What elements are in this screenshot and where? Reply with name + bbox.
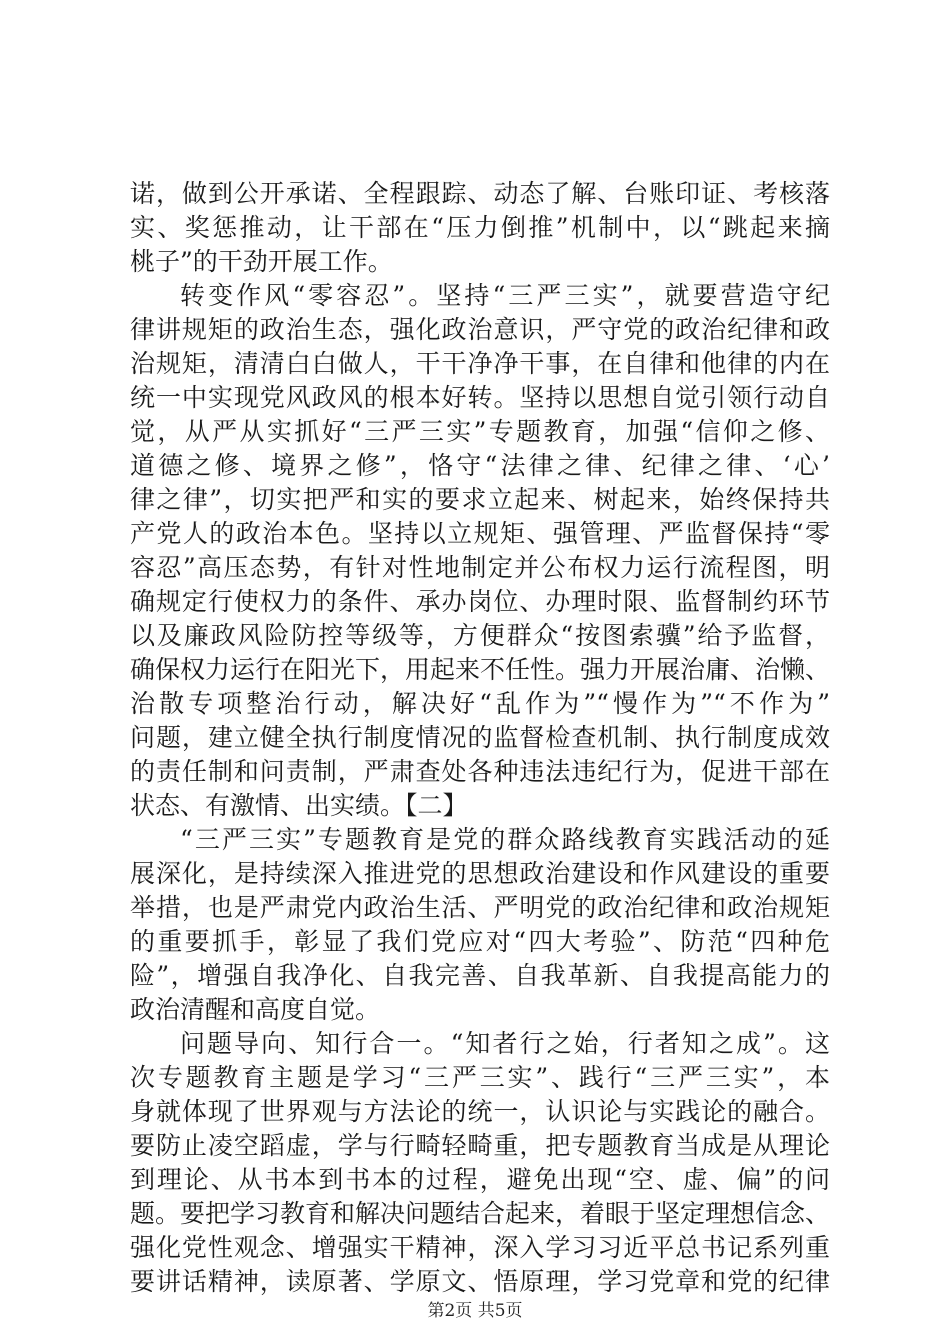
text-line: 次专题教育主题是学习“三严三实”、践行“三严三实”，本 <box>130 1063 830 1092</box>
text-line: 以及廉政风险防控等级等，方便群众“按图索骥”给予监督， <box>130 621 830 650</box>
text-line: 容忍”高压态势，有针对性地制定并公布权力运行流程图，明 <box>130 553 830 582</box>
paragraph-start-line: 转变作风“零容忍”。坚持“三严三实”，就要营造守纪 <box>180 281 830 310</box>
text-line: 律之律”，切实把严和实的要求立起来、树起来，始终保持共 <box>130 485 830 514</box>
text-line: 政治清醒和高度自觉。 <box>130 995 381 1024</box>
paragraph-start-line: 问题导向、知行合一。“知者行之始，行者知之成”。这 <box>180 1029 830 1058</box>
page-number-footer: 第2页 共5页 <box>427 1301 523 1321</box>
text-line: 治散专项整治行动，解决好“乱作为”“慢作为”“不作为” <box>130 689 830 718</box>
text-line: 道德之修、境界之修”，恪守“法律之律、纪律之律、‘心’ <box>130 451 830 480</box>
text-line: 身就体现了世界观与方法论的统一，认识论与实践论的融合。 <box>130 1097 830 1126</box>
text-line: 产党人的政治本色。坚持以立规矩、强管理、严监督保持“零 <box>130 519 830 548</box>
text-line: 统一中实现党风政风的根本好转。坚持以思想自觉引领行动自 <box>130 383 830 412</box>
text-line: 险”，增强自我净化、自我完善、自我革新、自我提高能力的 <box>130 961 830 990</box>
text-line: 的重要抓手，彰显了我们党应对“四大考验”、防范“四种危 <box>130 927 830 956</box>
text-line: 确规定行使权力的条件、承办岗位、办理时限、监督制约环节 <box>130 587 830 616</box>
text-line: 问题，建立健全执行制度情况的监督检查机制、执行制度成效 <box>130 723 830 752</box>
text-line: 题。要把学习教育和解决问题结合起来，着眼于坚定理想信念、 <box>130 1199 830 1228</box>
text-line: 到理论、从书本到书本的过程，避免出现“空、虚、偏”的问 <box>130 1165 830 1194</box>
text-line: 要防止凌空蹈虚，学与行畸轻畸重，把专题教育当成是从理论 <box>130 1131 830 1160</box>
text-line: 诺，做到公开承诺、全程跟踪、动态了解、台账印证、考核落 <box>130 179 830 208</box>
text-line: 觉，从严从实抓好“三严三实”专题教育，加强“信仰之修、 <box>130 417 830 446</box>
text-line: 举措，也是严肃党内政治生活、严明党的政治纪律和政治规矩 <box>130 893 830 922</box>
text-line: 状态、有激情、出实绩。【二】 <box>130 791 468 820</box>
text-line: 要讲话精神，读原著、学原文、悟原理，学习党章和党的纪律 <box>130 1267 830 1296</box>
text-line: 的责任制和问责制，严肃查处各种违法违纪行为，促进干部在 <box>130 757 830 786</box>
text-line: 强化党性观念、增强实干精神，深入学习习近平总书记系列重 <box>130 1233 830 1262</box>
text-line: 确保权力运行在阳光下，用起来不任性。强力开展治庸、治懒、 <box>130 655 830 684</box>
text-line: 展深化，是持续深入推进党的思想政治建设和作风建设的重要 <box>130 859 830 888</box>
text-line: 律讲规矩的政治生态，强化政治意识，严守党的政治纪律和政 <box>130 315 830 344</box>
text-line: 桃子”的干劲开展工作。 <box>130 247 393 276</box>
paragraph-start-line: “三严三实”专题教育是党的群众路线教育实践活动的延 <box>180 825 830 854</box>
text-line: 治规矩，清清白白做人，干干净净干事，在自律和他律的内在 <box>130 349 830 378</box>
text-line: 实、奖惩推动，让干部在“压力倒推”机制中，以“跳起来摘 <box>130 213 830 242</box>
